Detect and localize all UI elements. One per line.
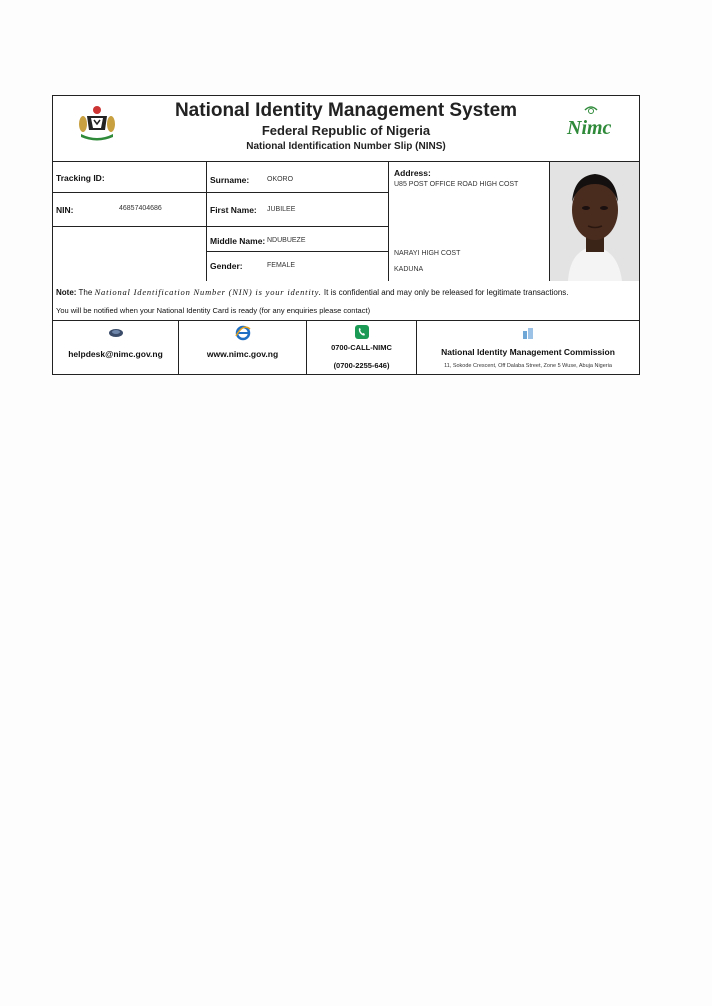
nimc-logo-text: Nimc [567,117,612,139]
gender-label: Gender: [210,261,243,271]
email-text: helpdesk@nimc.gov.ng [68,349,163,359]
note-rest: It is confidential and may only be released for legitimate transactions. [323,288,569,297]
passport-photo [550,162,639,281]
country-subtitle: Federal Republic of Nigeria [261,123,431,138]
email-contact [53,321,179,374]
firstname-label: First Name: [210,205,257,215]
web-browser-icon [235,325,251,341]
address-cell [389,162,550,281]
middlename-label: Middle Name: [210,236,266,246]
phone-icon [354,324,370,340]
slip-header [53,96,639,162]
slip-title: National Identification Number Slip (NINS) [246,141,446,152]
firstname-cell [207,193,389,227]
note-prefix: Note: [56,288,77,297]
tracking-label: Tracking ID: [56,173,105,183]
nin-cell [53,193,207,227]
blank-cell [53,227,207,281]
website-contact [179,321,307,374]
phone-contact [307,321,417,374]
surname-cell [207,162,389,193]
building-icon [521,326,535,340]
surname-label: Surname: [210,175,250,185]
nin-slip [52,95,640,375]
note-row [53,281,639,321]
system-title: National Identity Management System [174,100,518,121]
middlename-value: NDUBUEZE [267,237,306,244]
surname-value: OKORO [267,176,294,183]
phone-number-2: (0700-2255-646) [333,361,390,370]
contact-row [53,321,639,374]
firstname-value: JUBILEE [267,206,296,213]
middlename-cell [207,227,389,252]
address-label: Address: [394,168,431,178]
commission-name: National Identity Management Commission [441,347,615,357]
note-the: The [78,288,93,297]
commission-address: 11, Sokode Crescent, Off Dalaba Street, Zone 5 Wuse, Abuja Nigeria [444,363,612,369]
nin-value: 46857404686 [119,205,162,212]
note-emphasis: National Identification Number (NIN) is your identity. [94,287,322,297]
address-line-3: KADUNA [394,266,424,273]
note-line-1 [56,287,569,297]
commission-contact [417,321,639,374]
gender-cell [207,252,389,281]
website-text: www.nimc.gov.ng [206,349,279,359]
address-line-1: U85 POST OFFICE ROAD HIGH COST [394,181,519,188]
note-line-2: You will be notified when your National Identity Card is ready (for any enquiries please contact) [56,306,371,315]
gender-value: FEMALE [267,262,296,269]
nin-label: NIN: [56,205,74,215]
nimc-logo-icon [563,104,619,144]
tracking-cell [53,162,207,193]
address-line-2: NARAYI HIGH COST [394,250,461,257]
mail-icon [108,328,124,338]
phone-number-1: 0700-CALL-NIMC [331,343,392,352]
